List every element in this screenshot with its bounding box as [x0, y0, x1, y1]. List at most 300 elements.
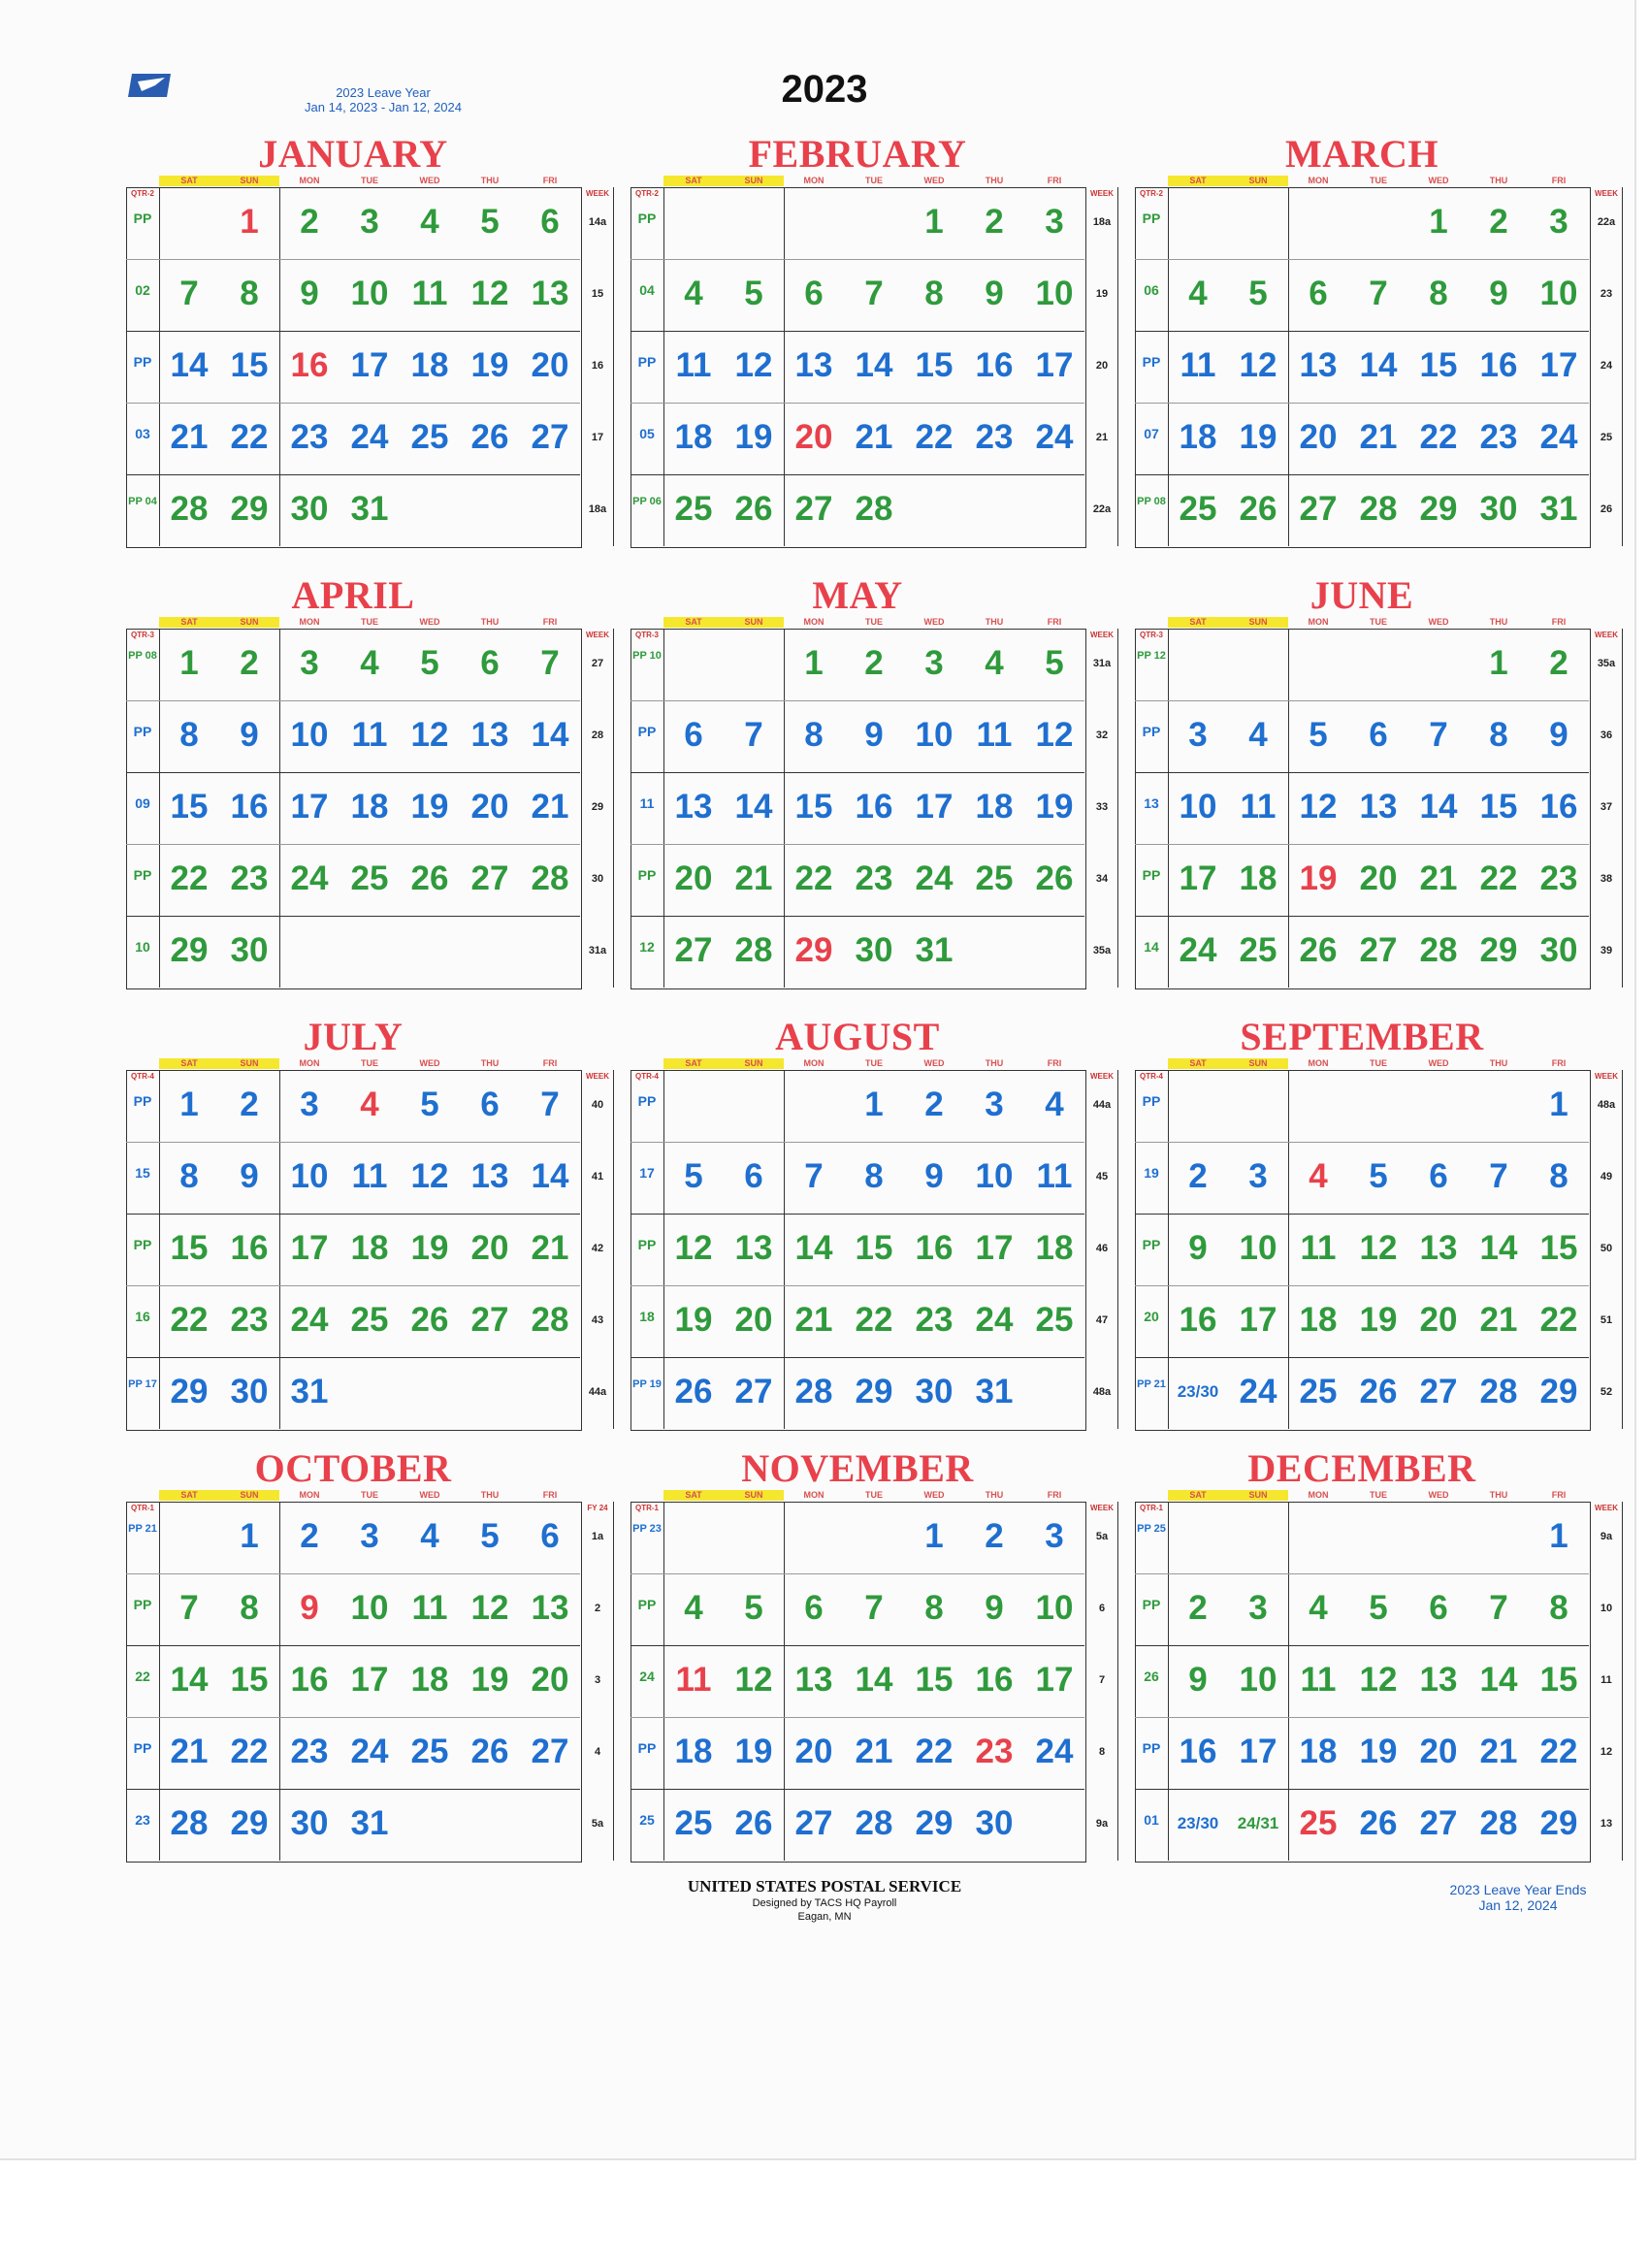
grid-divider-horizontal: [630, 844, 1084, 845]
calendar-day: 14: [170, 1661, 209, 1699]
calendar-day: 22: [794, 859, 833, 897]
week-number: 3: [594, 1674, 601, 1686]
calendar-day: 22: [230, 1733, 269, 1770]
pay-period-label: PP: [133, 1093, 152, 1109]
calendar-day: 16: [230, 1229, 269, 1267]
calendar-day: 19: [734, 1733, 773, 1770]
week-column-header: WEEK: [1090, 631, 1114, 639]
month-name: MARCH: [1284, 132, 1439, 176]
grid-divider-horizontal: [126, 844, 580, 845]
day-header-fri: FRI: [1551, 1058, 1567, 1068]
calendar-day: 20: [794, 1733, 833, 1770]
calendar-day: 23: [975, 1733, 1014, 1770]
day-header-mon: MON: [803, 617, 824, 627]
day-header-thu: THU: [985, 1490, 1004, 1500]
calendar-day: 21: [531, 1229, 569, 1267]
pay-period-label: PP 21: [128, 1523, 157, 1535]
week-number: 42: [591, 1243, 604, 1254]
calendar-day: 23/30: [1177, 1814, 1219, 1832]
calendar-day: 28: [531, 859, 569, 897]
day-header-tue: TUE: [865, 1490, 883, 1500]
calendar-day: 4: [1309, 1157, 1328, 1195]
calendar-day: 12: [734, 1661, 773, 1699]
month-name: JULY: [303, 1015, 404, 1058]
pay-period-label: PP: [637, 724, 657, 739]
week-column-divider: [1622, 187, 1623, 546]
calendar-day: 12: [734, 346, 773, 384]
grid-divider-horizontal: [630, 1214, 1084, 1215]
month-november: [630, 1445, 1114, 1892]
calendar-day: 30: [855, 931, 893, 969]
month-february: [630, 131, 1114, 577]
calendar-day: 4: [985, 644, 1004, 682]
calendar-day: 16: [975, 1661, 1014, 1699]
pay-period-label: PP: [637, 1740, 657, 1756]
calendar-day: 23: [290, 418, 329, 456]
calendar-day: 30: [1539, 931, 1578, 969]
calendar-day: 2: [985, 203, 1004, 241]
day-header-mon: MON: [299, 617, 320, 627]
pay-period-label: 06: [1144, 282, 1159, 298]
grid-divider-horizontal: [1135, 1645, 1589, 1646]
calendar-day: 24: [1239, 1373, 1277, 1410]
calendar-day: 8: [1429, 275, 1448, 312]
week-number: 26: [1600, 503, 1613, 515]
leave-year-range: Jan 14, 2023 - Jan 12, 2024: [305, 100, 462, 114]
day-header-mon: MON: [299, 1058, 320, 1068]
calendar-day: 26: [1239, 490, 1277, 528]
calendar-day: 25: [410, 1733, 449, 1770]
day-header-fri: FRI: [542, 1058, 558, 1068]
calendar-day: 3: [985, 1085, 1004, 1123]
day-header-wed: WED: [923, 176, 945, 185]
month-grid: [1135, 1058, 1618, 1417]
day-header-tue: TUE: [1370, 1058, 1387, 1068]
calendar-day: 19: [1299, 859, 1338, 897]
calendar-day: 7: [744, 716, 763, 754]
calendar-day: 11: [1180, 346, 1216, 384]
calendar-day: 27: [531, 1733, 569, 1770]
pay-period-label: PP: [637, 1093, 657, 1109]
month-april: [126, 572, 609, 1019]
day-header-mon: MON: [299, 176, 320, 185]
week-column-divider: [613, 629, 614, 988]
week-number: 23: [1600, 288, 1613, 300]
grid-divider-horizontal: [126, 259, 580, 260]
calendar-day: 5: [1309, 716, 1328, 754]
grid-divider-horizontal: [126, 1573, 580, 1574]
calendar-day: 6: [480, 644, 500, 682]
calendar-day: 17: [1239, 1301, 1277, 1339]
calendar-day: 3: [1248, 1589, 1268, 1627]
week-number: 49: [1600, 1171, 1613, 1183]
week-column-divider: [1117, 1502, 1118, 1861]
calendar-day: 19: [1359, 1301, 1398, 1339]
calendar-day: 20: [1419, 1733, 1458, 1770]
day-header-fri: FRI: [1047, 1058, 1062, 1068]
calendar-day: 20: [674, 859, 713, 897]
calendar-day: 4: [1045, 1085, 1064, 1123]
calendar-day: 3: [300, 1085, 319, 1123]
grid-divider-horizontal: [126, 403, 580, 404]
grid-divider-horizontal: [126, 1717, 580, 1718]
calendar-day: 17: [350, 1661, 389, 1699]
pay-period-label: PP: [133, 867, 152, 883]
calendar-day: 2: [985, 1517, 1004, 1555]
calendar-day: 31: [1539, 490, 1578, 528]
calendar-day: 12: [674, 1229, 713, 1267]
calendar-day: 7: [1489, 1589, 1508, 1627]
day-header-mon: MON: [1308, 1490, 1329, 1500]
calendar-day: 24: [1035, 418, 1074, 456]
pay-period-label: 03: [135, 426, 150, 441]
calendar-day: 26: [410, 1301, 449, 1339]
calendar-day: 25: [674, 490, 713, 528]
calendar-day: 4: [684, 1589, 703, 1627]
calendar-day: 17: [1035, 1661, 1074, 1699]
quarter-label: QTR-1: [1140, 1504, 1163, 1512]
calendar-day: 1: [240, 1517, 259, 1555]
calendar-day: 30: [915, 1373, 954, 1410]
calendar-day: 7: [1369, 275, 1388, 312]
calendar-day: 9: [1549, 716, 1568, 754]
week-number: 1a: [591, 1531, 604, 1542]
week-column-divider: [1117, 187, 1118, 546]
calendar-day: 18: [1299, 1301, 1338, 1339]
grid-divider-horizontal: [126, 772, 580, 773]
pay-period-label: 25: [639, 1812, 655, 1828]
week-column-header: WEEK: [586, 189, 609, 198]
grid-divider-horizontal: [630, 1645, 1084, 1646]
week-number: 40: [591, 1099, 604, 1111]
week-column-header: WEEK: [586, 1072, 609, 1081]
month-grid: [126, 1490, 608, 1849]
week-number: 37: [1600, 801, 1613, 813]
calendar-day: 1: [804, 644, 824, 682]
pay-period-label: PP: [133, 1597, 152, 1612]
day-header-mon: MON: [803, 1058, 824, 1068]
calendar-day: 18: [350, 1229, 389, 1267]
calendar-day: 26: [470, 1733, 509, 1770]
calendar-day: 5: [480, 1517, 500, 1555]
calendar-day: 5: [420, 644, 439, 682]
week-number: 6: [1098, 1603, 1106, 1614]
calendar-day: 17: [1239, 1733, 1277, 1770]
grid-divider-horizontal: [126, 331, 580, 332]
day-header-thu: THU: [1489, 617, 1508, 627]
month-grid: [1135, 176, 1618, 535]
pay-period-label: PP: [1142, 1093, 1161, 1109]
day-header-wed: WED: [1428, 1058, 1449, 1068]
grid-divider-horizontal: [126, 1789, 580, 1790]
calendar-day: 17: [290, 1229, 329, 1267]
calendar-day: 5: [684, 1157, 703, 1195]
week-number: 27: [591, 658, 604, 669]
calendar-day: 10: [1539, 275, 1578, 312]
calendar-year-title: 2023: [781, 68, 868, 111]
calendar-day: 7: [864, 1589, 884, 1627]
calendar-day: 3: [1188, 716, 1208, 754]
week-number: 5a: [591, 1818, 604, 1830]
leave-end-date: Jan 12, 2024: [1478, 1897, 1558, 1913]
pay-period-label: 26: [1144, 1669, 1159, 1684]
calendar-day: 21: [531, 788, 569, 826]
week-number: 16: [591, 360, 604, 372]
day-header-fri: FRI: [1047, 1490, 1062, 1500]
week-number: 38: [1600, 873, 1613, 885]
calendar-day: 27: [1419, 1373, 1458, 1410]
calendar-day: 19: [674, 1301, 713, 1339]
calendar-day: 9: [985, 275, 1004, 312]
grid-divider-horizontal: [126, 1142, 580, 1143]
month-grid: [126, 1058, 609, 1417]
pay-period-label: PP: [1142, 867, 1161, 883]
calendar-day: 27: [531, 418, 569, 456]
day-header-sun: SUN: [724, 176, 784, 186]
pay-period-label: PP: [637, 1237, 657, 1252]
day-header-sun: SUN: [1228, 1058, 1288, 1069]
week-number: 21: [1095, 432, 1109, 443]
day-header-wed: WED: [923, 1058, 945, 1068]
calendar-day: 23: [230, 1301, 269, 1339]
week-number: 4: [594, 1746, 601, 1758]
day-header-sat: SAT: [663, 176, 724, 186]
calendar-day: 25: [350, 859, 389, 897]
calendar-day: 25: [1299, 1373, 1338, 1410]
calendar-day: 4: [1309, 1589, 1328, 1627]
day-header-tue: TUE: [1370, 617, 1387, 627]
calendar-day: 27: [674, 931, 713, 969]
day-header-thu: THU: [480, 176, 500, 185]
calendar-day: 22: [855, 1301, 893, 1339]
grid-divider-horizontal: [126, 700, 580, 701]
quarter-label: QTR-2: [1140, 189, 1163, 198]
day-header-sun: SUN: [724, 1058, 784, 1069]
calendar-day: 8: [1489, 716, 1508, 754]
calendar-day: 10: [975, 1157, 1014, 1195]
day-header-thu: THU: [1489, 176, 1508, 185]
calendar-day: 27: [470, 1301, 509, 1339]
calendar-day: 31: [915, 931, 954, 969]
leave-year-title: 2023 Leave Year: [336, 85, 431, 100]
pay-period-label: 09: [135, 795, 150, 811]
calendar-day: 8: [924, 275, 944, 312]
calendar-day: 15: [1419, 346, 1458, 384]
grid-divider-horizontal: [630, 331, 1084, 332]
calendar-day: 26: [1299, 931, 1338, 969]
calendar-day: 25: [674, 1804, 713, 1842]
week-number: 51: [1600, 1314, 1613, 1326]
calendar-day: 20: [531, 346, 569, 384]
day-header-mon: MON: [803, 1490, 824, 1500]
calendar-day: 2: [864, 644, 884, 682]
calendar-day: 24: [975, 1301, 1014, 1339]
day-header-sun: SUN: [219, 1490, 279, 1501]
calendar-day: 6: [1309, 275, 1328, 312]
calendar-day: 25: [1035, 1301, 1074, 1339]
calendar-day: 6: [1429, 1157, 1448, 1195]
calendar-day: 10: [1179, 788, 1217, 826]
day-header-tue: TUE: [1370, 176, 1387, 185]
calendar-day: 15: [170, 788, 209, 826]
month-name: NOVEMBER: [741, 1446, 974, 1490]
calendar-day: 21: [1419, 859, 1458, 897]
leave-end-title: 2023 Leave Year Ends: [1449, 1882, 1587, 1897]
calendar-day: 11: [675, 346, 712, 384]
week-column-divider: [1117, 629, 1118, 988]
calendar-day: 6: [1429, 1589, 1448, 1627]
week-number: 31a: [1092, 658, 1112, 669]
calendar-day: 27: [794, 1804, 833, 1842]
week-number: 35a: [1092, 945, 1112, 956]
calendar-day: 6: [540, 203, 560, 241]
pay-period-label: 11: [639, 795, 655, 811]
week-number: 9a: [1095, 1818, 1109, 1830]
pay-period-label: PP: [1142, 1237, 1161, 1252]
calendar-day: 29: [1539, 1804, 1578, 1842]
calendar-day: 26: [410, 859, 449, 897]
day-header-tue: TUE: [361, 1490, 378, 1500]
calendar-day: 5: [480, 203, 500, 241]
calendar-day: 25: [975, 859, 1014, 897]
pay-period-label: PP 04: [128, 496, 157, 507]
calendar-day: 8: [240, 275, 259, 312]
calendar-day: 4: [420, 1517, 439, 1555]
calendar-day: 17: [975, 1229, 1014, 1267]
week-number: 10: [1600, 1603, 1613, 1614]
day-header-sat: SAT: [1168, 617, 1228, 628]
pay-period-label: 12: [639, 939, 655, 955]
calendar-day: 3: [1248, 1157, 1268, 1195]
day-header-sat: SAT: [159, 1490, 219, 1501]
calendar-day: 18: [1239, 859, 1277, 897]
calendar-day: 19: [470, 1661, 509, 1699]
calendar-day: 6: [804, 1589, 824, 1627]
calendar-day: 12: [470, 275, 509, 312]
calendar-day: 17: [1539, 346, 1578, 384]
calendar-day: 15: [915, 1661, 954, 1699]
month-september: [1135, 1014, 1618, 1460]
day-header-fri: FRI: [542, 617, 558, 627]
calendar-day: 1: [924, 1517, 944, 1555]
calendar-day: 9: [864, 716, 884, 754]
calendar-day: 15: [230, 1661, 269, 1699]
calendar-day: 20: [1419, 1301, 1458, 1339]
calendar-day: 9: [924, 1157, 944, 1195]
quarter-label: QTR-3: [635, 631, 659, 639]
grid-divider-horizontal: [1135, 700, 1589, 701]
pay-period-label: 16: [135, 1309, 150, 1324]
calendar-day: 8: [804, 716, 824, 754]
week-column-header: WEEK: [1595, 631, 1618, 639]
calendar-day: 29: [915, 1804, 954, 1842]
leave-year-end: [1411, 1882, 1625, 1913]
month-january: [126, 131, 609, 577]
day-header-sun: SUN: [1228, 617, 1288, 628]
pay-period-label: PP 08: [1137, 496, 1166, 507]
calendar-day: 29: [794, 931, 833, 969]
calendar-day: 30: [230, 1373, 269, 1410]
calendar-day: 25: [410, 418, 449, 456]
calendar-day: 8: [1549, 1157, 1568, 1195]
week-number: 22a: [1092, 503, 1112, 515]
week-number: 44a: [1092, 1099, 1112, 1111]
calendar-day: 10: [915, 716, 954, 754]
calendar-day: 25: [1239, 931, 1277, 969]
calendar-day: 23: [915, 1301, 954, 1339]
day-header-fri: FRI: [1551, 176, 1567, 185]
week-number: 25: [1600, 432, 1613, 443]
calendar-day: 29: [1479, 931, 1518, 969]
calendar-day: 11: [411, 275, 448, 312]
calendar-day: 14: [1479, 1661, 1518, 1699]
calendar-day: 2: [300, 203, 319, 241]
month-name: DECEMBER: [1247, 1446, 1476, 1490]
day-header-wed: WED: [419, 1058, 440, 1068]
week-column-header: WEEK: [1090, 1504, 1114, 1512]
week-number: 22a: [1597, 216, 1616, 228]
calendar-day: 16: [1479, 346, 1518, 384]
pay-period-label: PP: [637, 1597, 657, 1612]
calendar-day: 21: [855, 418, 893, 456]
calendar-day: 7: [864, 275, 884, 312]
calendar-day: 2: [300, 1517, 319, 1555]
day-header-wed: WED: [419, 1490, 440, 1500]
pay-period-label: 04: [639, 282, 655, 298]
grid-divider-horizontal: [630, 1357, 1084, 1358]
day-header-sun: SUN: [219, 1058, 279, 1069]
calendar-day: 17: [350, 346, 389, 384]
calendar-day: 21: [170, 1733, 209, 1770]
day-header-wed: WED: [1428, 176, 1449, 185]
calendar-day: 9: [300, 275, 319, 312]
calendar-day: 12: [470, 1589, 509, 1627]
calendar-day: 10: [290, 716, 329, 754]
week-number: 13: [1600, 1818, 1613, 1830]
calendar-day: 28: [855, 490, 893, 528]
day-header-thu: THU: [480, 1058, 500, 1068]
calendar-day: 17: [915, 788, 954, 826]
calendar-day: 9: [240, 1157, 259, 1195]
calendar-day: 18: [674, 418, 713, 456]
day-header-thu: THU: [480, 1490, 500, 1500]
calendar-day: 30: [290, 490, 329, 528]
calendar-day: 21: [1479, 1733, 1518, 1770]
week-column-header: WEEK: [1595, 189, 1618, 198]
quarter-label: QTR-4: [131, 1072, 154, 1081]
pay-period-label: PP: [1142, 211, 1161, 226]
calendar-day: 16: [855, 788, 893, 826]
week-number: 18a: [588, 503, 607, 515]
calendar-day: 12: [410, 716, 449, 754]
day-header-tue: TUE: [361, 1058, 378, 1068]
calendar-day: 27: [1359, 931, 1398, 969]
calendar-day: 1: [179, 1085, 199, 1123]
calendar-day: 7: [1429, 716, 1448, 754]
day-header-sun: SUN: [1228, 176, 1288, 186]
pay-period-label: 19: [1144, 1165, 1159, 1181]
week-number: 20: [1095, 360, 1109, 372]
pay-period-label: PP 17: [128, 1378, 157, 1390]
calendar-day: 7: [804, 1157, 824, 1195]
calendar-day: 5: [1369, 1589, 1388, 1627]
pay-period-label: PP: [637, 867, 657, 883]
calendar-day: 9: [240, 716, 259, 754]
calendar-day: 2: [240, 1085, 259, 1123]
calendar-day: 12: [1299, 788, 1338, 826]
calendar-day: 22: [915, 418, 954, 456]
calendar-day: 15: [170, 1229, 209, 1267]
